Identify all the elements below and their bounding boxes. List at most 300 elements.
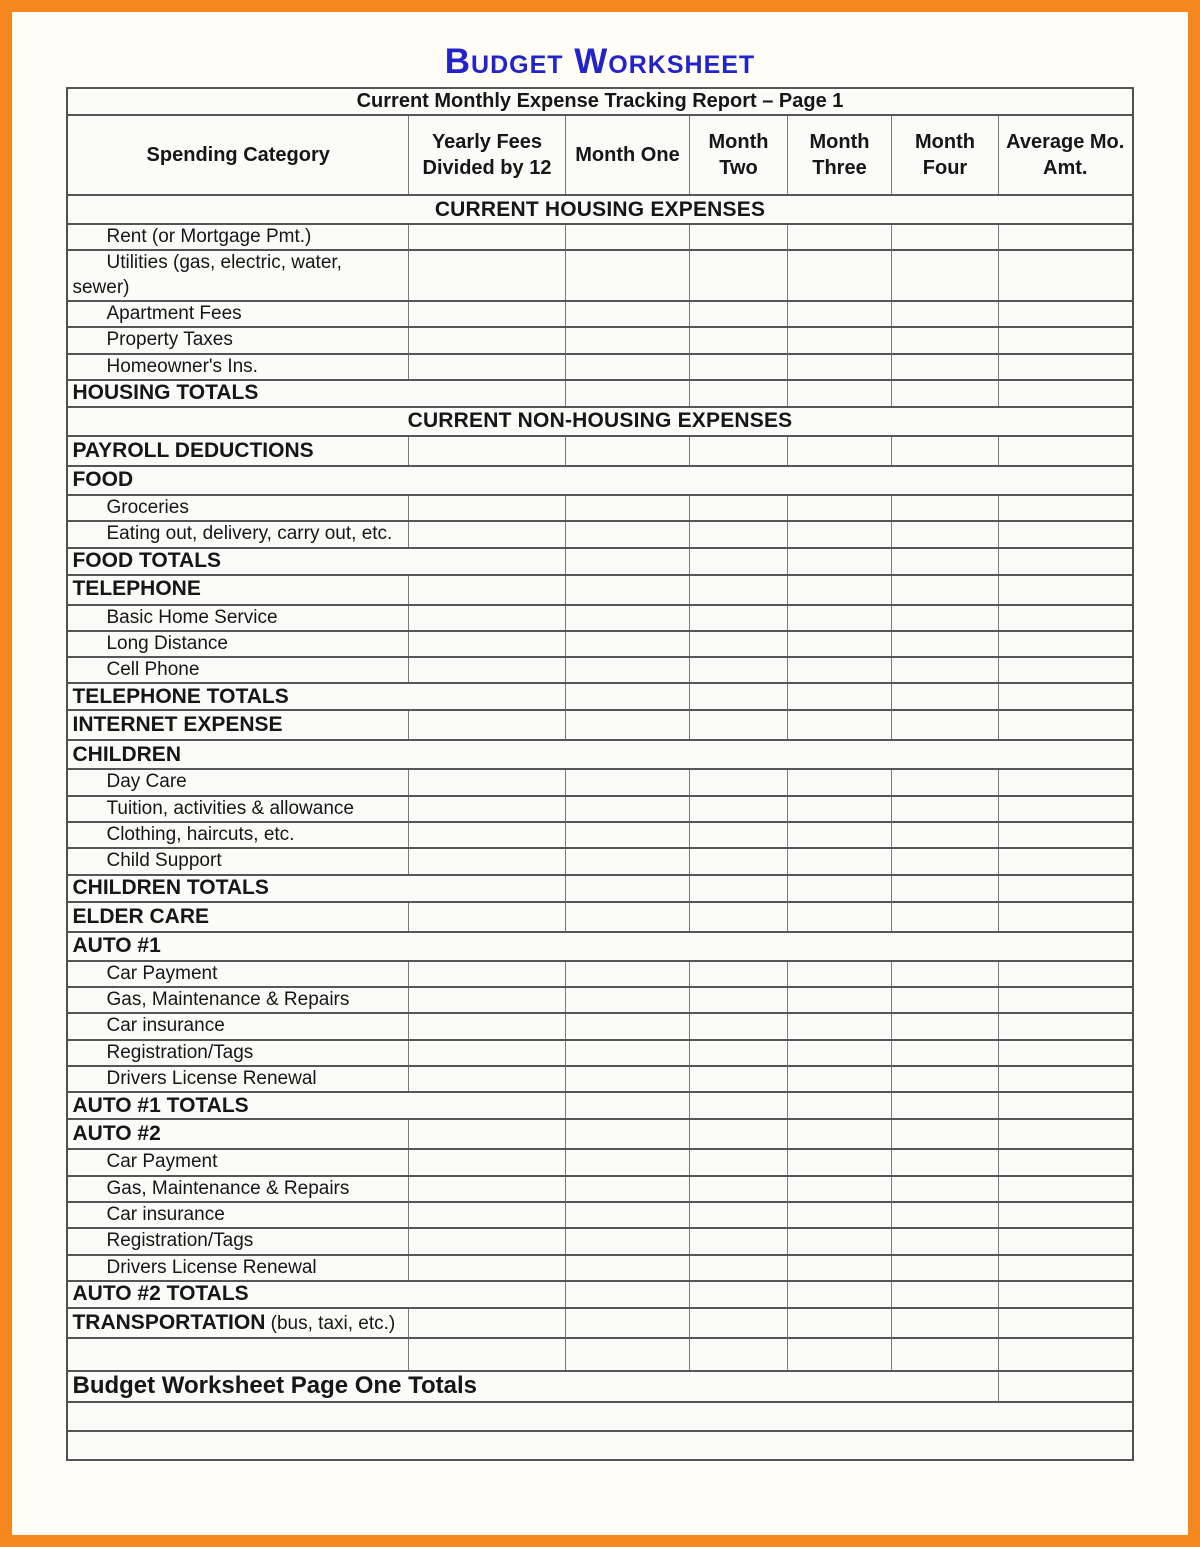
amount-cell	[689, 1176, 787, 1202]
amount-cell	[787, 961, 891, 987]
amount-cell	[408, 1255, 565, 1281]
amount-cell	[787, 1176, 891, 1202]
amount-cell	[689, 796, 787, 822]
amount-cell	[565, 1119, 689, 1149]
amount-cell	[787, 1255, 891, 1281]
amount-cell	[408, 1040, 565, 1066]
row-apartment-fees	[67, 301, 1132, 327]
amount-cell	[565, 902, 689, 932]
empty-row-cell	[67, 1402, 1132, 1431]
amount-cell	[998, 380, 1132, 407]
row-property-taxes	[67, 327, 1132, 353]
amount-cell	[689, 822, 787, 848]
amount-cell	[787, 769, 891, 795]
amount-cell	[787, 796, 891, 822]
amount-cell	[408, 1228, 565, 1254]
row-children-totals	[67, 875, 1132, 902]
amount-cell	[787, 683, 891, 710]
amount-cell	[565, 796, 689, 822]
amount-cell	[998, 250, 1132, 301]
row-telephone-totals	[67, 683, 1132, 710]
amount-cell	[689, 1040, 787, 1066]
line-item-label: Registration/Tags	[67, 1040, 408, 1066]
line-item-label: Basic Home Service	[67, 605, 408, 631]
amount-cell	[689, 902, 787, 932]
amount-cell	[998, 657, 1132, 683]
section-header: CURRENT NON-HOUSING EXPENSES	[67, 407, 1132, 436]
amount-cell	[565, 301, 689, 327]
amount-cell	[891, 605, 998, 631]
column-header-month-two: Month Two	[689, 115, 787, 195]
amount-cell	[408, 1308, 565, 1338]
amount-cell	[998, 224, 1132, 250]
amount-cell	[787, 521, 891, 547]
amount-cell	[998, 327, 1132, 353]
amount-cell	[408, 354, 565, 380]
line-item-label: Homeowner's Ins.	[67, 354, 408, 380]
amount-cell	[565, 521, 689, 547]
amount-cell	[408, 769, 565, 795]
amount-cell	[689, 1255, 787, 1281]
amount-cell	[787, 575, 891, 605]
amount-cell	[565, 1040, 689, 1066]
amount-cell	[998, 961, 1132, 987]
page-title: Budget Worksheet	[444, 42, 756, 81]
amount-cell	[408, 961, 565, 987]
amount-cell	[408, 250, 565, 301]
amount-cell	[689, 631, 787, 657]
amount-cell	[689, 987, 787, 1013]
amount-cell	[689, 657, 787, 683]
amount-cell	[408, 1176, 565, 1202]
amount-cell	[998, 902, 1132, 932]
amount-cell	[787, 1013, 891, 1039]
row-rent-or-mortgage-pmt	[67, 224, 1132, 250]
row-auto-2	[67, 1119, 1132, 1149]
column-header-yearly-fees: Yearly Fees Divided by 12	[408, 115, 565, 195]
amount-cell	[891, 1066, 998, 1092]
row-groceries	[67, 495, 1132, 521]
amount-cell	[565, 1255, 689, 1281]
row-auto-2-totals	[67, 1281, 1132, 1308]
row-cell-phone	[67, 657, 1132, 683]
row-budget-worksheet-page-one-totals	[67, 1371, 1132, 1402]
row-long-distance	[67, 631, 1132, 657]
amount-cell	[998, 1255, 1132, 1281]
amount-cell	[891, 961, 998, 987]
totals-label: AUTO #1 TOTALS	[67, 1092, 565, 1119]
amount-cell	[998, 575, 1132, 605]
row-gas-maintenance-repairs	[67, 987, 1132, 1013]
amount-cell	[565, 987, 689, 1013]
row-transportation	[67, 1308, 1132, 1338]
line-item-label: Registration/Tags	[67, 1228, 408, 1254]
amount-cell	[787, 1202, 891, 1228]
amount-cell	[689, 605, 787, 631]
amount-cell	[891, 1202, 998, 1228]
amount-cell	[689, 1281, 787, 1308]
amount-cell	[891, 657, 998, 683]
row-housing-totals	[67, 380, 1132, 407]
amount-cell	[689, 769, 787, 795]
amount-cell	[998, 631, 1132, 657]
amount-cell	[787, 354, 891, 380]
amount-cell	[689, 875, 787, 902]
amount-cell	[891, 1308, 998, 1338]
amount-cell	[408, 575, 565, 605]
amount-cell	[891, 987, 998, 1013]
category-header: CHILDREN	[67, 740, 1132, 769]
amount-cell	[787, 250, 891, 301]
row-tuition-activities-allowance	[67, 796, 1132, 822]
amount-cell	[689, 1149, 787, 1175]
amount-cell	[408, 1013, 565, 1039]
amount-cell	[408, 436, 565, 466]
amount-cell	[565, 605, 689, 631]
amount-cell	[689, 683, 787, 710]
amount-cell	[408, 822, 565, 848]
amount-cell	[689, 1013, 787, 1039]
amount-cell	[998, 436, 1132, 466]
amount-cell	[787, 495, 891, 521]
totals-label: AUTO #2 TOTALS	[67, 1281, 565, 1308]
amount-cell	[787, 224, 891, 250]
amount-cell	[689, 380, 787, 407]
amount-cell	[891, 301, 998, 327]
amount-cell	[998, 354, 1132, 380]
amount-cell	[998, 1149, 1132, 1175]
amount-cell	[408, 521, 565, 547]
amount-cell	[998, 605, 1132, 631]
amount-cell	[891, 769, 998, 795]
amount-cell	[891, 1281, 998, 1308]
amount-cell	[408, 495, 565, 521]
amount-cell	[891, 822, 998, 848]
column-header-row	[67, 115, 1132, 195]
category-header-text: TRANSPORTATION	[72, 1310, 266, 1334]
amount-cell	[787, 1119, 891, 1149]
column-header-month-three: Month Three	[787, 115, 891, 195]
amount-cell	[408, 902, 565, 932]
amount-cell	[565, 224, 689, 250]
amount-cell	[565, 1281, 689, 1308]
line-item-label: Drivers License Renewal	[67, 1255, 408, 1281]
amount-cell	[565, 657, 689, 683]
row-homeowner-s-ins	[67, 354, 1132, 380]
category-header	[67, 1308, 408, 1338]
amount-cell	[998, 1119, 1132, 1149]
amount-cell	[689, 575, 787, 605]
amount-cell	[891, 548, 998, 575]
row-food-totals	[67, 548, 1132, 575]
amount-cell	[891, 1338, 998, 1371]
amount-cell	[408, 224, 565, 250]
amount-cell	[891, 521, 998, 547]
row-clothing-haircuts-etc	[67, 822, 1132, 848]
row-utilities-gas-electric-water-sewer	[67, 250, 1132, 301]
amount-cell	[787, 1149, 891, 1175]
line-item-label: Tuition, activities & allowance	[67, 796, 408, 822]
grand-totals-label: Budget Worksheet Page One Totals	[67, 1371, 998, 1402]
amount-cell	[787, 987, 891, 1013]
totals-label: HOUSING TOTALS	[67, 380, 565, 407]
amount-cell	[891, 796, 998, 822]
amount-cell	[565, 1149, 689, 1175]
amount-cell	[408, 301, 565, 327]
amount-cell	[998, 1040, 1132, 1066]
column-header-month-one: Month One	[565, 115, 689, 195]
row-car-insurance	[67, 1202, 1132, 1228]
amount-cell	[891, 1149, 998, 1175]
line-item-label: Eating out, delivery, carry out, etc.	[67, 521, 408, 547]
amount-cell	[891, 631, 998, 657]
amount-cell	[787, 1308, 891, 1338]
line-item-label: Gas, Maintenance & Repairs	[67, 987, 408, 1013]
amount-cell	[565, 769, 689, 795]
line-item-label: Groceries	[67, 495, 408, 521]
row-day-care	[67, 769, 1132, 795]
line-item-label: Day Care	[67, 769, 408, 795]
amount-cell	[998, 848, 1132, 874]
amount-cell	[689, 848, 787, 874]
amount-cell	[689, 1308, 787, 1338]
amount-cell	[408, 657, 565, 683]
amount-cell	[891, 683, 998, 710]
amount-cell	[565, 354, 689, 380]
amount-cell	[565, 380, 689, 407]
amount-cell	[891, 224, 998, 250]
amount-cell	[565, 575, 689, 605]
line-item-label: Child Support	[67, 848, 408, 874]
category-header: INTERNET EXPENSE	[67, 710, 408, 740]
amount-cell	[689, 301, 787, 327]
amount-cell	[565, 631, 689, 657]
amount-cell	[689, 1228, 787, 1254]
amount-cell	[408, 1119, 565, 1149]
column-header-spending-category: Spending Category	[67, 115, 408, 195]
row-eating-out-delivery-carry-out-etc	[67, 521, 1132, 547]
category-header: AUTO #1	[67, 932, 1132, 961]
row-emptyspan	[67, 1431, 1132, 1460]
amount-cell	[787, 1281, 891, 1308]
category-header: PAYROLL DEDUCTIONS	[67, 436, 408, 466]
amount-cell	[565, 495, 689, 521]
column-header-average-mo-amt: Average Mo. Amt.	[998, 115, 1132, 195]
amount-cell	[891, 1040, 998, 1066]
amount-cell	[998, 1281, 1132, 1308]
amount-cell	[565, 1066, 689, 1092]
line-item-label	[67, 1338, 408, 1371]
category-header: TELEPHONE	[67, 575, 408, 605]
amount-cell	[565, 848, 689, 874]
row-child-support	[67, 848, 1132, 874]
amount-cell	[891, 495, 998, 521]
amount-cell	[565, 710, 689, 740]
totals-label: CHILDREN TOTALS	[67, 875, 565, 902]
line-item-label: Car insurance	[67, 1013, 408, 1039]
amount-cell	[891, 575, 998, 605]
report-title: Current Monthly Expense Tracking Report – Page 1	[67, 88, 1132, 115]
amount-cell	[891, 1228, 998, 1254]
amount-cell	[689, 250, 787, 301]
amount-cell	[787, 848, 891, 874]
row-registration-tags	[67, 1228, 1132, 1254]
amount-cell	[787, 875, 891, 902]
amount-cell	[565, 683, 689, 710]
row-internet-expense	[67, 710, 1132, 740]
row-telephone	[67, 575, 1132, 605]
column-header-month-four: Month Four	[891, 115, 998, 195]
category-header: ELDER CARE	[67, 902, 408, 932]
row-gas-maintenance-repairs	[67, 1176, 1132, 1202]
line-item-label: Cell Phone	[67, 657, 408, 683]
amount-cell	[891, 380, 998, 407]
amount-cell	[565, 1176, 689, 1202]
amount-cell	[408, 1066, 565, 1092]
row-auto-1	[67, 932, 1132, 961]
amount-cell	[689, 1338, 787, 1371]
line-item-label: Car insurance	[67, 1202, 408, 1228]
amount-cell	[998, 301, 1132, 327]
amount-cell	[998, 495, 1132, 521]
amount-cell	[689, 1119, 787, 1149]
amount-cell	[891, 1092, 998, 1119]
amount-cell	[787, 436, 891, 466]
amount-cell	[689, 354, 787, 380]
amount-cell	[891, 902, 998, 932]
line-item-label: Car Payment	[67, 961, 408, 987]
amount-cell	[689, 1202, 787, 1228]
line-item-label: Apartment Fees	[67, 301, 408, 327]
amount-cell	[891, 710, 998, 740]
row-drivers-license-renewal	[67, 1255, 1132, 1281]
row-current-non-housing-expenses	[67, 407, 1132, 436]
amount-cell	[408, 605, 565, 631]
amount-cell	[565, 1202, 689, 1228]
amount-cell	[408, 796, 565, 822]
amount-cell	[998, 987, 1132, 1013]
amount-cell	[998, 875, 1132, 902]
row-payroll-deductions	[67, 436, 1132, 466]
amount-cell	[787, 1066, 891, 1092]
amount-cell	[565, 1013, 689, 1039]
row-car-payment	[67, 1149, 1132, 1175]
amount-cell	[998, 796, 1132, 822]
amount-cell	[408, 631, 565, 657]
amount-cell	[689, 495, 787, 521]
amount-cell	[998, 1176, 1132, 1202]
amount-cell	[787, 548, 891, 575]
category-header: FOOD	[67, 466, 1132, 495]
amount-cell	[998, 1202, 1132, 1228]
amount-cell	[998, 710, 1132, 740]
amount-cell	[689, 1066, 787, 1092]
line-item-label: Gas, Maintenance & Repairs	[67, 1176, 408, 1202]
amount-cell	[891, 1176, 998, 1202]
row-empty	[67, 1338, 1132, 1371]
amount-cell	[565, 1338, 689, 1371]
line-item-label: Long Distance	[67, 631, 408, 657]
amount-cell	[565, 548, 689, 575]
row-registration-tags	[67, 1040, 1132, 1066]
amount-cell	[891, 436, 998, 466]
amount-cell	[787, 822, 891, 848]
amount-cell	[787, 1338, 891, 1371]
line-item-label: Utilities (gas, electric, water, sewer)	[67, 250, 408, 301]
row-car-insurance	[67, 1013, 1132, 1039]
category-header-suffix: (bus, taxi, etc.)	[265, 1312, 396, 1334]
amount-cell	[998, 683, 1132, 710]
amount-cell	[891, 1255, 998, 1281]
amount-cell	[787, 1228, 891, 1254]
amount-cell	[998, 769, 1132, 795]
amount-cell	[998, 521, 1132, 547]
amount-cell	[689, 548, 787, 575]
amount-cell	[689, 224, 787, 250]
amount-cell	[787, 327, 891, 353]
amount-cell	[408, 1338, 565, 1371]
amount-cell	[565, 875, 689, 902]
amount-cell	[891, 250, 998, 301]
amount-cell	[787, 380, 891, 407]
row-elder-care	[67, 902, 1132, 932]
amount-cell	[689, 327, 787, 353]
amount-cell	[408, 327, 565, 353]
amount-cell	[787, 301, 891, 327]
row-car-payment	[67, 961, 1132, 987]
amount-cell	[689, 1092, 787, 1119]
amount-cell	[787, 1040, 891, 1066]
amount-cell	[998, 1092, 1132, 1119]
amount-cell	[998, 822, 1132, 848]
amount-cell	[891, 1119, 998, 1149]
budget-table	[66, 87, 1133, 1461]
amount-cell	[565, 436, 689, 466]
category-header: AUTO #2	[67, 1119, 408, 1149]
amount-cell	[998, 1228, 1132, 1254]
line-item-label: Drivers License Renewal	[67, 1066, 408, 1092]
row-drivers-license-renewal	[67, 1066, 1132, 1092]
amount-cell	[565, 1092, 689, 1119]
amount-cell	[689, 710, 787, 740]
amount-cell	[787, 710, 891, 740]
row-basic-home-service	[67, 605, 1132, 631]
amount-cell	[891, 1013, 998, 1039]
amount-cell	[408, 1149, 565, 1175]
row-children	[67, 740, 1132, 769]
row-auto-1-totals	[67, 1092, 1132, 1119]
row-current-housing-expenses	[67, 195, 1132, 224]
amount-cell	[891, 327, 998, 353]
line-item-label: Car Payment	[67, 1149, 408, 1175]
amount-cell	[891, 354, 998, 380]
amount-cell	[408, 848, 565, 874]
section-header: CURRENT HOUSING EXPENSES	[67, 195, 1132, 224]
amount-cell	[565, 327, 689, 353]
amount-cell	[689, 436, 787, 466]
line-item-label: Clothing, haircuts, etc.	[67, 822, 408, 848]
amount-cell	[689, 961, 787, 987]
amount-cell	[891, 848, 998, 874]
budget-table-body	[67, 88, 1132, 1460]
amount-cell	[408, 987, 565, 1013]
empty-row-cell	[67, 1431, 1132, 1460]
amount-cell	[787, 605, 891, 631]
amount-cell	[787, 902, 891, 932]
amount-cell	[565, 822, 689, 848]
totals-label: FOOD TOTALS	[67, 548, 565, 575]
amount-cell	[998, 1308, 1132, 1338]
